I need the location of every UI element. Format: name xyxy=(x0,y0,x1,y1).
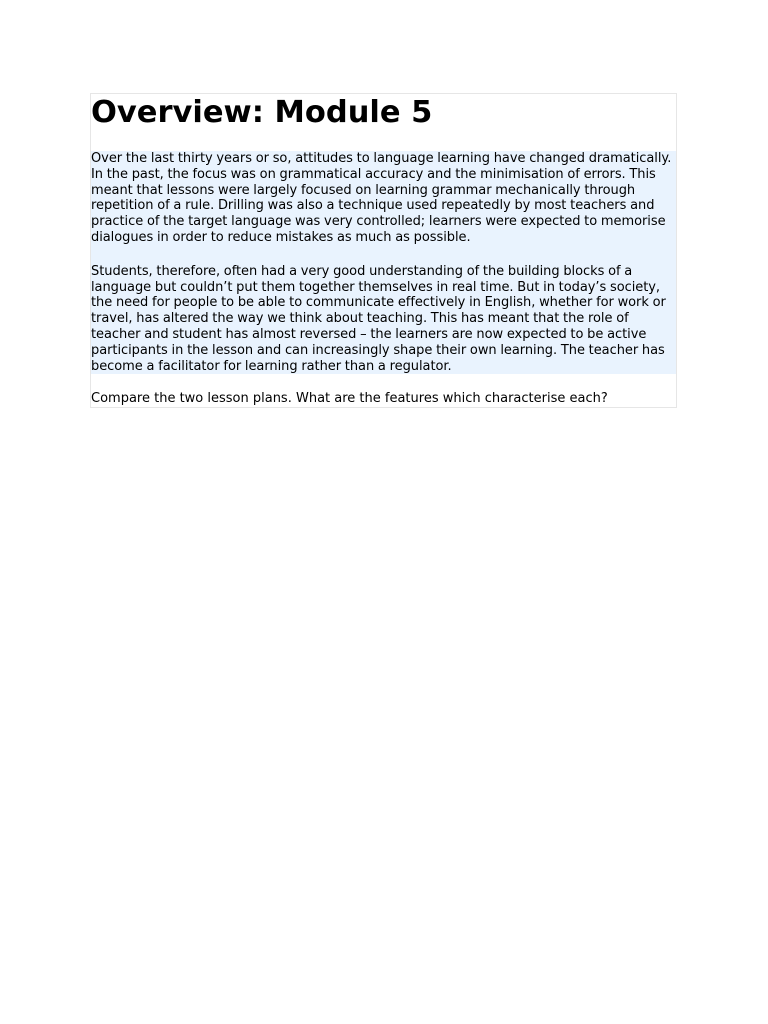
page-title: Overview: Module 5 xyxy=(91,95,433,130)
paragraph-spacer xyxy=(91,246,676,264)
highlighted-text-block xyxy=(91,151,676,374)
document-page xyxy=(90,93,677,408)
question-text: Compare the two lesson plans. What are the features which characterise each? xyxy=(91,391,608,407)
paragraph-2: Students, therefore, often had a very good understanding of the building blocks of a language but couldn’t put them together themselves in real time. But in today’s society, the need for people to be able to communicate effectively in English, whether for work or travel, has altered the way we think about teaching. This has meant that the role of teacher and student has almost reversed – the learners are now expected to be active participants in the lesson and can increasingly shape their own learning. The teacher has become a facilitator for learning rather than a regulator. xyxy=(91,263,666,374)
paragraph-1: Over the last thirty years or so, attitudes to language learning have changed dramatically. In the past, the focus was on grammatical accuracy and the minimisation of errors. This meant that lessons were largely focused on learning grammar mechanically through repetition of a rule. Drilling was also a technique used repeatedly by most teachers and practice of the target language was very controlled; learners were expected to memorise dialogues in order to reduce mistakes as much as possible. xyxy=(91,151,672,245)
